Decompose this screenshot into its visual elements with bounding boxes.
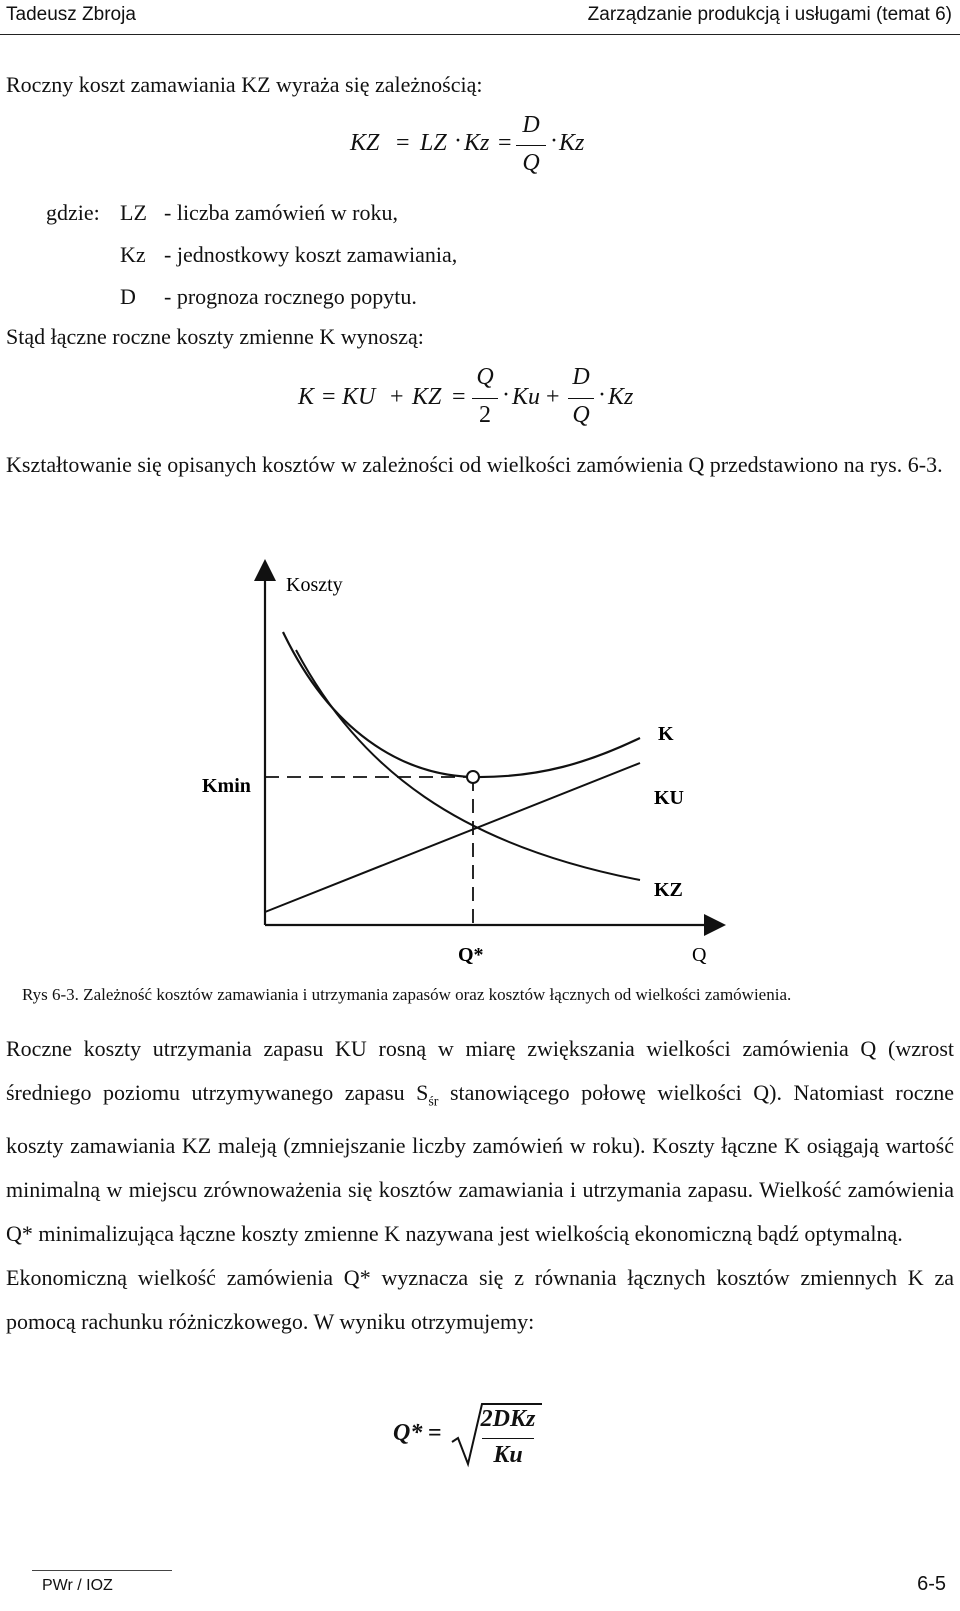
- paragraph-shape: Kształtowanie się opisanych kosztów w zależności od wielkości zamówienia Q przedstawiono na rys. 6-3.: [6, 452, 943, 477]
- def-symbol-kz: Kz: [120, 242, 146, 267]
- f2-den1: 2: [479, 402, 491, 428]
- kmin-label: Kmin: [202, 775, 251, 797]
- page-number: 6-5: [917, 1573, 946, 1595]
- curve-total-cost: [283, 632, 640, 777]
- paragraph-main: Roczne koszty utrzymania zapasu KU rosną w miarę zwiększania wielkości zamówienia Q (wzrost średniego poziomu utrzymywanego zapasu $S_{śr}$ stanowiącego połowę wielkości Q). Natomiast roczne koszty zamawiania KZ maleją (zmniejszanie liczby zamówień w roku). Koszty łączne K osiągają wartość minimalną w miejscu zrównoważenia się kosztów zamawiania i utrzymania zapasu. Wielkość zamówienia Q* minimalizująca łączne koszty zmienne K nazywana jest wielkością ekonomiczną bądź optymalną. Ekonomiczną wielkość zamówienia Q* wyznacza się z równania łącznych kosztów zmiennych K za pomocą rachunku różniczkowego. W wyniku otrzymujemy:: [6, 1027, 954, 1344]
- f2-fraction-bar-1: [472, 398, 498, 399]
- y-axis-label: Koszty: [286, 574, 343, 596]
- x-axis-label: Q: [692, 944, 707, 966]
- curve-ordering-cost: [296, 650, 640, 880]
- f2-den2: Q: [572, 402, 590, 428]
- page-header: [0, 0, 960, 35]
- figure-caption: Rys 6-3. Zależność kosztów zamawiania i utrzymania zapasów oraz kosztów łącznych od wielkości zamówienia.: [22, 985, 792, 1004]
- line-holding-cost: [265, 763, 640, 912]
- def-text-kz: - jednostkowy koszt zamawiania,: [164, 242, 458, 267]
- f3-num: 2DKz: [480, 1406, 536, 1432]
- minimum-point: [467, 771, 479, 783]
- def-prefix: gdzie:: [46, 200, 100, 225]
- paragraph-eoq: Ekonomiczną wielkość zamówienia Q* wyznacza się z równania łącznych kosztów zmiennych K za pomocą rachunku różniczkowego. W wyniku otrzymujemy:: [6, 1265, 954, 1335]
- intro-text: Roczny koszt zamawiania KZ wyraża się zależnością:: [6, 72, 483, 97]
- curve-label-kz: KZ: [654, 879, 683, 901]
- f2-a: KU: [342, 384, 376, 410]
- curve-label-k: K: [658, 723, 674, 745]
- f3-lhs: Q*: [393, 1420, 423, 1446]
- def-symbol-d: D: [120, 284, 136, 309]
- f1-num: D: [522, 112, 540, 138]
- def-text-d: - prognoza rocznego popytu.: [164, 284, 417, 309]
- header-course: Zarządzanie produkcją i usługami (temat 6): [587, 4, 952, 25]
- f1-mid: LZ: [420, 130, 447, 156]
- footer-rule: [32, 1570, 172, 1571]
- total-cost-intro: Stąd łączne roczne koszty zmienne K wynoszą:: [6, 324, 424, 349]
- footer-left: PWr / IOZ: [42, 1577, 113, 1594]
- f2-kz: Kz: [608, 384, 634, 410]
- header-author: Tadeusz Zbroja: [6, 4, 136, 25]
- qstar-label: Q*: [458, 944, 484, 966]
- f1-den: Q: [522, 150, 540, 176]
- f2-ku: Ku: [512, 384, 541, 410]
- def-text-lz: - liczba zamówień w roku,: [164, 200, 398, 225]
- def-symbol-lz: LZ: [120, 200, 147, 225]
- f2-b: KZ: [412, 384, 442, 410]
- f2-fraction-bar-2: [568, 398, 594, 399]
- f2-lhs: K: [298, 384, 315, 410]
- f3-den: Ku: [493, 1442, 523, 1468]
- f1-mid2: Kz: [464, 130, 490, 156]
- cost-figure: [0, 540, 960, 980]
- f2-num1: Q: [476, 364, 494, 390]
- f1-fraction-bar: [516, 145, 546, 146]
- f1-lhs: KZ: [350, 130, 380, 156]
- f2-num2: D: [572, 364, 590, 390]
- f1-tail: Kz: [559, 130, 585, 156]
- f3-fraction-bar: [482, 1438, 534, 1439]
- curve-label-ku: KU: [654, 787, 684, 809]
